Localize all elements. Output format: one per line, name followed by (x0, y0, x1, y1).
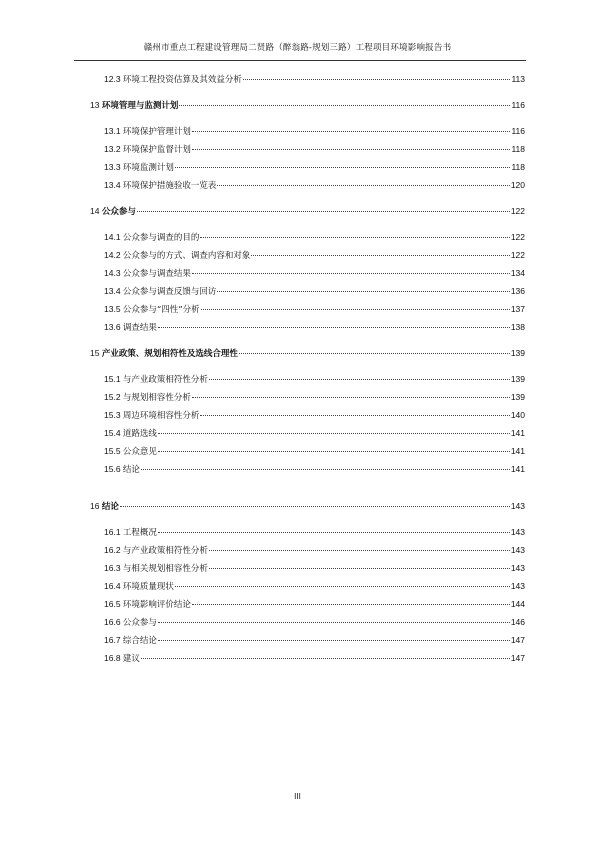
toc-entry-number: 13.6 (104, 322, 123, 332)
toc-entry-title: 道路选线 (122, 429, 157, 439)
toc-entry-title: 结论 (101, 502, 119, 512)
toc-entry-title: 与相关规划相容性分析 (122, 564, 208, 574)
toc-entry-number: 15.1 (104, 374, 123, 384)
toc-section-entry[interactable] (104, 267, 525, 279)
toc-entry-title: 工程概况 (122, 528, 157, 538)
toc-entry-number: 13.1 (104, 126, 123, 136)
toc-section-entry[interactable] (104, 391, 525, 403)
toc-dot-leader (239, 353, 510, 354)
toc-dot-leader (141, 469, 510, 470)
toc-entry-number: 14.3 (104, 268, 123, 278)
toc-section-entry[interactable] (104, 321, 525, 333)
toc-section-entry[interactable] (104, 463, 525, 475)
page-header-title: 赣州市重点工程建设管理局二贤路（醉翁路-规划三路）工程项目环境影响报告书 (143, 43, 452, 53)
toc-dot-leader (192, 149, 511, 150)
toc-section-entry[interactable] (104, 73, 525, 85)
toc-section-entry[interactable] (104, 409, 525, 421)
toc-dot-leader (158, 640, 510, 641)
toc-entry-number: 13.4 (104, 286, 123, 296)
toc-entry-title: 周边环境相容性分析 (122, 411, 200, 421)
toc-entry-number: 14.1 (104, 232, 123, 242)
toc-section-entry[interactable] (104, 285, 525, 297)
toc-section-entry[interactable] (104, 616, 525, 628)
toc-entry-title: 公众参与调查的目的 (122, 233, 200, 243)
toc-section-entry[interactable] (104, 179, 525, 191)
toc-dot-leader (209, 379, 510, 380)
toc-dot-leader (192, 397, 510, 398)
header-divider (74, 60, 526, 61)
toc-entry-title: 环境管理与监测计划 (101, 101, 179, 111)
toc-entry-page: 140 (510, 410, 525, 420)
toc-entry-title: 环境保护管理计划 (122, 127, 191, 137)
toc-entry-number: 15.5 (104, 446, 123, 456)
toc-entry-title: 公众参与的方式、调查内容和对象 (122, 251, 251, 261)
toc-entry-title: 与产业政策相符性分析 (122, 375, 208, 385)
page-number: III (294, 792, 301, 801)
toc-chapter-entry[interactable] (90, 347, 525, 359)
toc-dot-leader (141, 658, 510, 659)
toc-dot-leader (201, 309, 510, 310)
toc-entry-number: 13 (90, 100, 102, 110)
toc-dot-leader (158, 433, 510, 434)
toc-entry-number: 15 (90, 348, 102, 358)
toc-section-entry[interactable] (104, 125, 525, 137)
toc-entry-title: 与规划相容性分析 (122, 393, 191, 403)
toc-dot-leader (158, 451, 510, 452)
toc-entry-title: 环境监测计划 (122, 163, 174, 173)
toc-dot-leader (217, 185, 509, 186)
toc-entry-page: 113 (511, 74, 525, 84)
toc-entry-title: 环境质量现状 (122, 582, 174, 592)
toc-dot-leader (209, 550, 510, 551)
toc-section-entry[interactable] (104, 562, 525, 574)
toc-entry-number: 13.4 (104, 180, 123, 190)
toc-entry-page: 118 (511, 144, 525, 154)
toc-section-entry[interactable] (104, 598, 525, 610)
toc-entry-number: 16.8 (104, 653, 123, 663)
toc-entry-number: 12.3 (104, 74, 123, 84)
toc-entry-title: 与产业政策相符性分析 (122, 546, 208, 556)
toc-dot-leader (200, 415, 509, 416)
toc-entry-page: 122 (510, 232, 525, 242)
toc-dot-leader (158, 327, 510, 328)
toc-entry-page: 116 (511, 100, 525, 110)
toc-entry-title: 环境影响评价结论 (122, 600, 191, 610)
toc-dot-leader (158, 532, 510, 533)
toc-entry-title: 调查结果 (122, 323, 157, 333)
toc-section-entry[interactable] (104, 231, 525, 243)
toc-entry-number: 16.1 (104, 527, 123, 537)
toc-section-entry[interactable] (104, 303, 525, 315)
toc-dot-leader (200, 237, 509, 238)
toc-section-entry[interactable] (104, 143, 525, 155)
toc-entry-number: 16.4 (104, 581, 123, 591)
toc-entry-title: 产业政策、规划相符性及选线合理性 (101, 349, 238, 359)
toc-section-entry[interactable] (104, 373, 525, 385)
toc-section-entry[interactable] (104, 161, 525, 173)
toc-dot-leader (209, 568, 510, 569)
toc-entry-page: 143 (510, 581, 525, 591)
toc-entry-number: 13.2 (104, 144, 123, 154)
toc-section-entry[interactable] (104, 634, 525, 646)
toc-section-entry[interactable] (104, 427, 525, 439)
toc-dot-leader (175, 586, 510, 587)
toc-entry-page: 122 (510, 206, 525, 216)
toc-section-entry[interactable] (104, 249, 525, 261)
toc-entry-page: 136 (510, 286, 525, 296)
toc-section-entry[interactable] (104, 652, 525, 664)
toc-dot-leader (192, 604, 510, 605)
toc-entry-page: 146 (510, 617, 525, 627)
toc-entry-title: 环境保护监督计划 (122, 145, 191, 155)
toc-entry-title: 环境工程投资估算及其效益分析 (122, 75, 242, 85)
toc-entry-page: 141 (510, 446, 525, 456)
toc-entry-title: 环境保护措施验收一览表 (122, 181, 217, 191)
toc-entry-title: 公众参与 (101, 207, 136, 217)
toc-dot-leader (137, 211, 510, 212)
toc-chapter-entry[interactable] (90, 500, 525, 512)
toc-entry-number: 14 (90, 206, 102, 216)
toc-entry-title: 综合结论 (122, 636, 157, 646)
toc-entry-number: 16.3 (104, 563, 123, 573)
toc-entry-number: 16.6 (104, 617, 123, 627)
toc-entry-page: 116 (511, 126, 525, 136)
toc-entry-page: 147 (510, 653, 525, 663)
toc-entry-number: 16 (90, 501, 102, 511)
toc-entry-page: 137 (510, 304, 525, 314)
toc-entry-number: 16.5 (104, 599, 123, 609)
toc-entry-number: 15.2 (104, 392, 123, 402)
toc-dot-leader (243, 79, 511, 80)
toc-entry-number: 16.2 (104, 545, 123, 555)
toc-section-entry[interactable] (104, 544, 525, 556)
toc-dot-leader (175, 167, 511, 168)
toc-dot-leader (120, 506, 510, 507)
toc-entry-title: 公众参与调查结果 (122, 269, 191, 279)
toc-entry-page: 143 (510, 501, 525, 511)
toc-entry-title: 公众意见 (122, 447, 157, 457)
toc-dot-leader (192, 131, 511, 132)
toc-entry-page: 138 (510, 322, 525, 332)
toc-entry-title: 建议 (122, 654, 140, 664)
toc-entry-page: 141 (510, 428, 525, 438)
toc-entry-number: 15.4 (104, 428, 123, 438)
toc-entry-number: 15.3 (104, 410, 123, 420)
toc-entry-page: 134 (510, 268, 525, 278)
toc-entry-page: 139 (510, 392, 525, 402)
toc-chapter-entry[interactable] (90, 205, 525, 217)
toc-entry-number: 15.6 (104, 464, 123, 474)
toc-section-entry[interactable] (104, 526, 525, 538)
toc-section-entry[interactable] (104, 445, 525, 457)
toc-dot-leader (251, 255, 509, 256)
toc-entry-number: 16.7 (104, 635, 123, 645)
toc-entry-title: 公众参与调查反馈与回访 (122, 287, 217, 297)
toc-section-entry[interactable] (104, 580, 525, 592)
toc-entry-page: 143 (510, 527, 525, 537)
toc-entry-title: 公众参与“四性”分析 (122, 305, 200, 315)
toc-entry-page: 118 (511, 162, 525, 172)
toc-entry-page: 139 (510, 348, 525, 358)
toc-dot-leader (158, 622, 510, 623)
toc-dot-leader (192, 273, 510, 274)
toc-entry-title: 结论 (122, 465, 140, 475)
toc-entry-page: 139 (510, 374, 525, 384)
toc-entry-page: 143 (510, 545, 525, 555)
toc-entry-page: 120 (510, 180, 525, 190)
toc-entry-page: 141 (510, 464, 525, 474)
toc-entry-page: 147 (510, 635, 525, 645)
toc-dot-leader (179, 105, 510, 106)
toc-entry-page: 144 (510, 599, 525, 609)
toc-entry-page: 143 (510, 563, 525, 573)
toc-chapter-entry[interactable] (90, 99, 525, 111)
toc-dot-leader (217, 291, 509, 292)
toc-entry-number: 13.5 (104, 304, 123, 314)
toc-entry-page: 122 (510, 250, 525, 260)
toc-entry-number: 14.2 (104, 250, 123, 260)
toc-entry-title: 公众参与 (122, 618, 157, 628)
toc-entry-number: 13.3 (104, 162, 123, 172)
